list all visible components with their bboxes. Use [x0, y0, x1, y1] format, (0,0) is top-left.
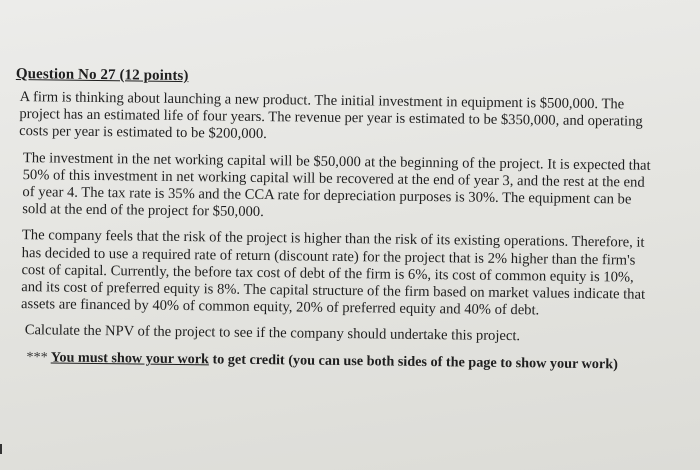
question-title: Question No 27 (12 points)	[15, 66, 189, 85]
edge-mark	[0, 444, 8, 454]
paragraph-instruction: Calculate the NPV of the project to see if the company should undertake this project.	[24, 322, 521, 345]
note-emphasis: You must show your work	[50, 349, 210, 368]
note-text: to get credit (you can use both sides of the page to show your work)	[208, 351, 618, 373]
paragraph-risk-capital: The company feels that the risk of the project is higher than the risk of its existing operations. Therefore, it has decided to use a required rate of return (discount rate) for the project that is 2% higher than the firm's cost of capital. Currently, the before tax cost of debt of the firm is 6%, its cost of common equity is 10%, and its cost of preferred equity is 8%. The capital structure of the firm based on market values indicate that assets are financed by 40% of common equity, 20% of preferred equity and 40% of debt.	[20, 227, 646, 319]
question-document	[12, 66, 656, 383]
paragraph-product: A firm is thinking about launching a new product. The initial investment in equipment is $500,000. The project has an estimated life of four years. The revenue per year is estimated to be $350,000, and operating costs per year is estimated to be $200,000.	[19, 89, 643, 143]
note-stars: ***	[26, 348, 48, 366]
paragraph-working-capital: The investment in the net working capital will be $50,000 at the beginning of the project. It is expected that 50% of this investment in net working capital will be recovered at the end of year 3, and the rest at the end of year 4. The tax rate is 35% and the CCA rate for depreciation purposes is 30%. The equipment can be sold at the end of the project for $50,000.	[22, 149, 651, 221]
work-note	[26, 349, 652, 374]
